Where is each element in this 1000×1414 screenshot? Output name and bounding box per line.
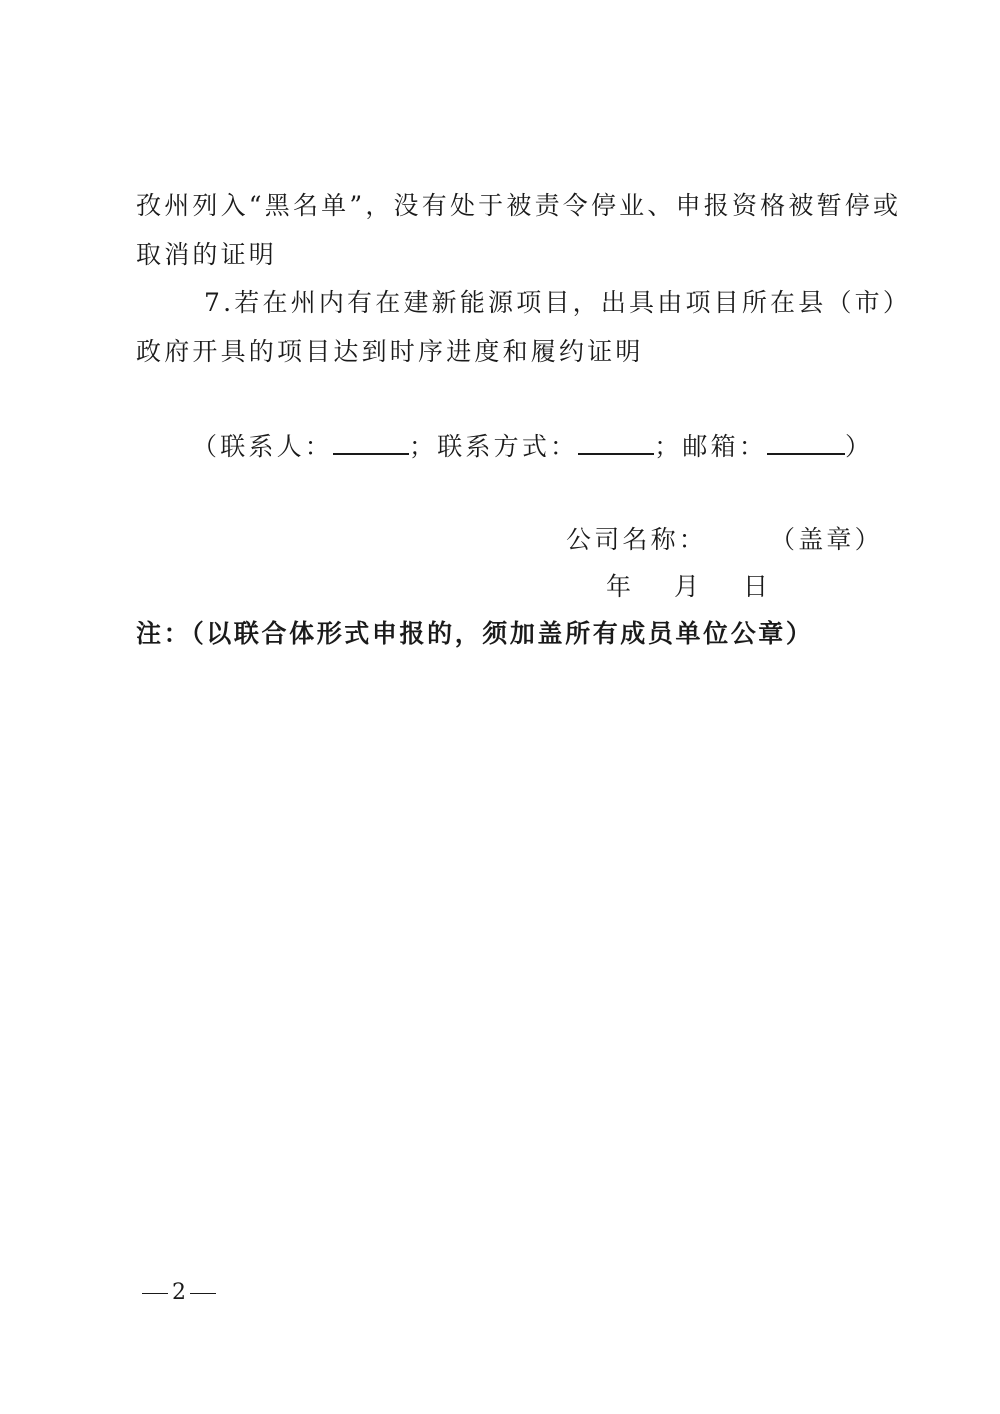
company-name-label: 公司名称：	[566, 525, 708, 554]
paragraph-6-line-2: 取消的证明	[136, 240, 278, 269]
contact-person-label: （联系人：	[192, 432, 334, 461]
contact-close-paren: ）	[845, 432, 874, 461]
seal-label: （盖章）	[770, 525, 883, 554]
page-number	[138, 1280, 220, 1305]
page-number-value: 2	[172, 1280, 186, 1305]
date-month: 月	[674, 572, 703, 601]
email-blank	[767, 433, 845, 455]
page-dash-right	[190, 1293, 216, 1294]
contact-method-blank	[578, 433, 654, 455]
paragraph-6-line-1: 孜州列入“黑名单”，没有处于被责令停业、申报资格被暂停或	[136, 191, 902, 220]
email-label: ；邮箱：	[654, 432, 768, 461]
page-dash-left	[142, 1293, 168, 1294]
date-year: 年	[606, 572, 635, 601]
note-text: 注：（以联合体形式申报的，须加盖所有成员单位公章）	[136, 619, 814, 648]
contact-method-label: ；联系方式：	[409, 432, 579, 461]
paragraph-7-line-2: 政府开具的项目达到时序进度和履约证明	[136, 337, 644, 366]
contact-person-blank	[333, 433, 409, 455]
paragraph-7-line-1: 7.若在州内有在建新能源项目，出具由项目所在县（市）	[204, 288, 912, 317]
date-day: 日	[743, 572, 772, 601]
contact-line	[192, 431, 873, 463]
